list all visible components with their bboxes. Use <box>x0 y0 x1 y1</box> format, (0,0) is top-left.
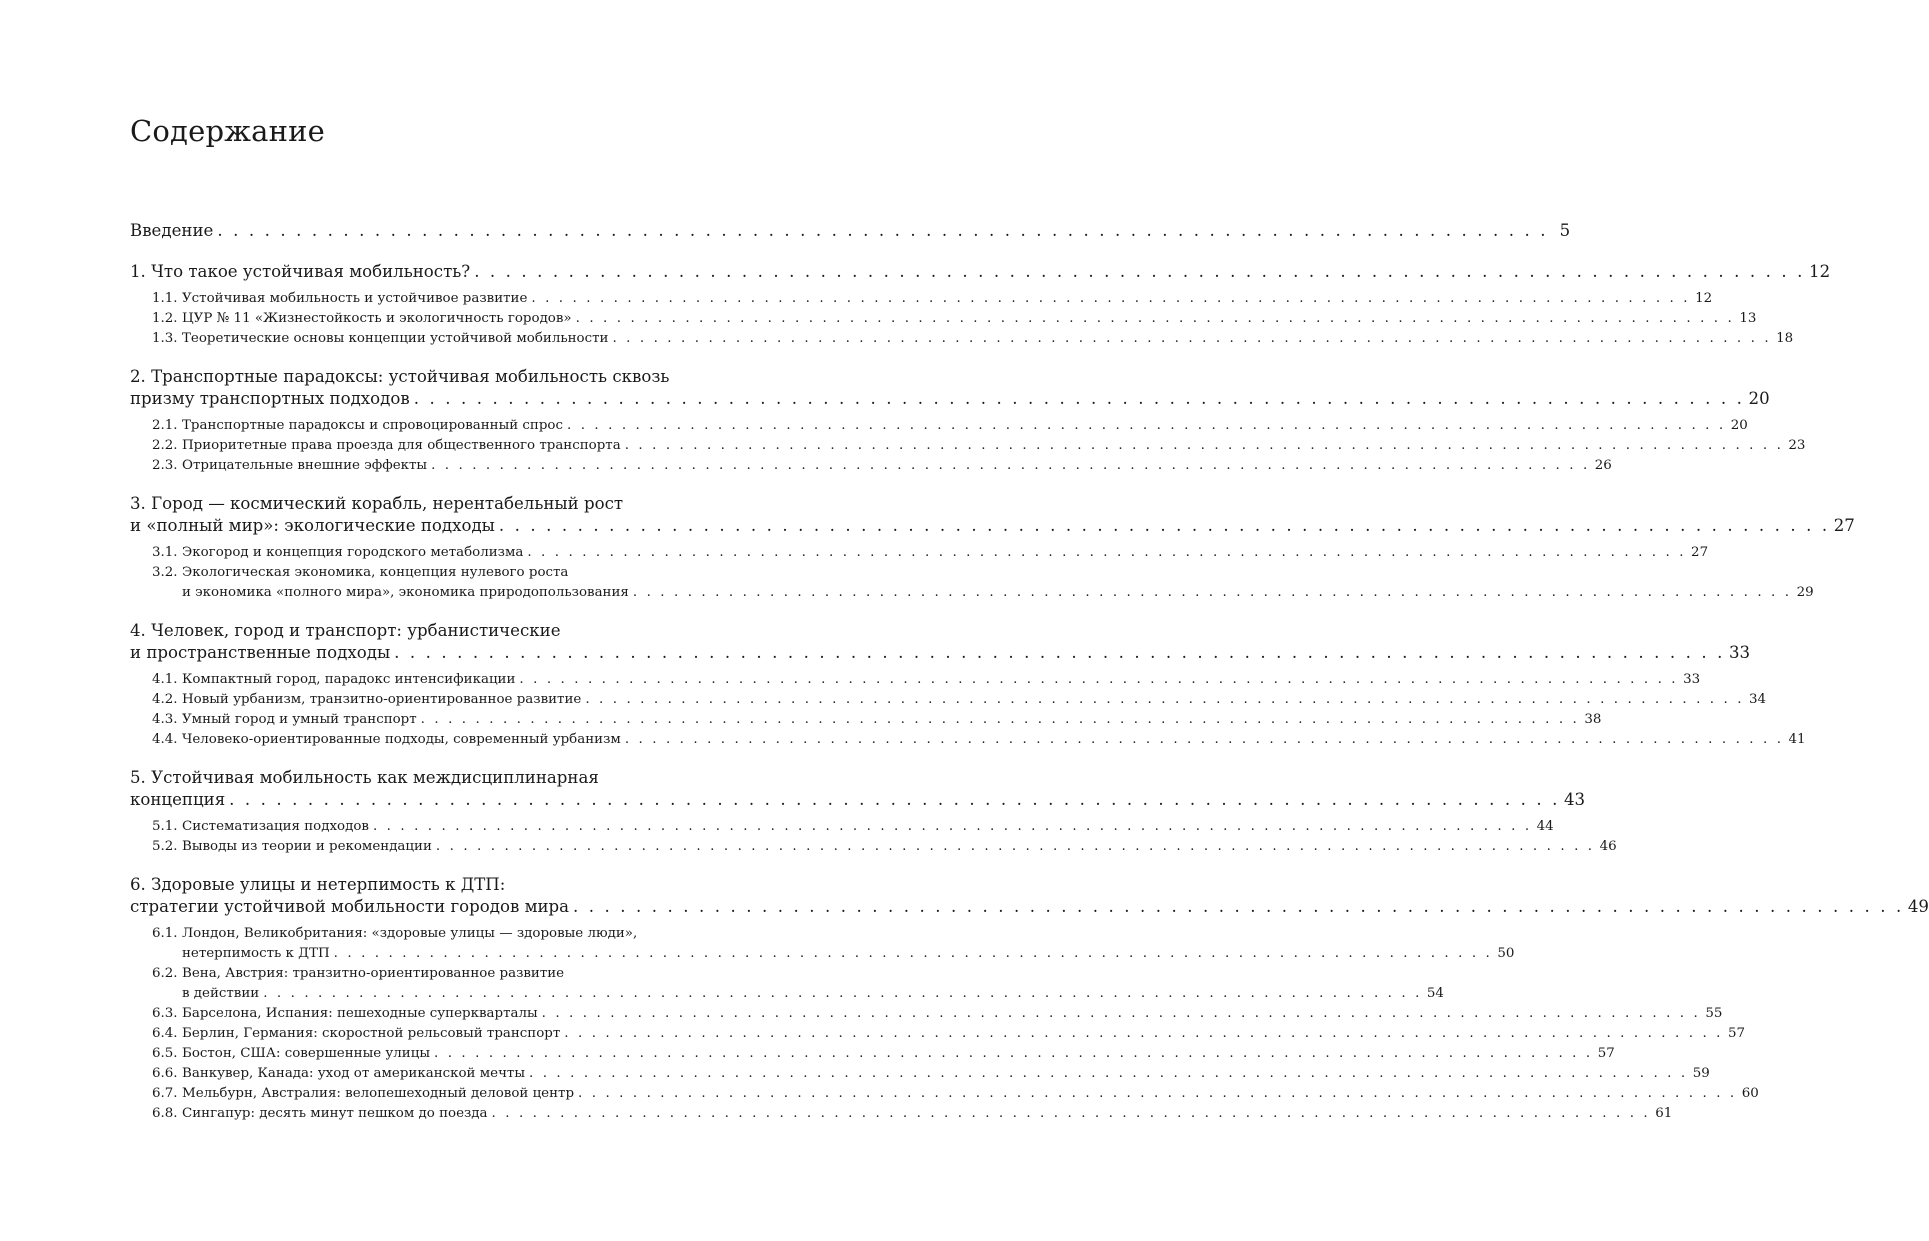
toc-section-line <box>130 563 718 583</box>
leader-dots <box>621 730 1788 750</box>
toc-section-page: 50 <box>1497 946 1515 961</box>
toc-section-line <box>130 289 1713 309</box>
toc-chapter-title: и пространственные подходы <box>130 643 391 662</box>
toc-section-title: Ванкувер, Канада: уход от американской мечты <box>182 1066 525 1081</box>
toc-chapter-title: концепция <box>130 790 226 809</box>
toc-section-page: 18 <box>1776 331 1794 346</box>
toc-chapter-page: 49 <box>1907 897 1929 916</box>
toc-section[interactable] <box>130 670 1701 690</box>
toc-chapter-title: 4. Человек, город и транспорт: урбанистические <box>130 621 561 640</box>
toc-section-line <box>130 436 1806 456</box>
toc-section[interactable] <box>130 837 1617 857</box>
toc-section-line <box>130 837 1617 857</box>
leader-dots <box>538 1004 1705 1024</box>
toc-chapter-line <box>130 261 1831 283</box>
toc-section-page: 20 <box>1730 418 1748 433</box>
leader-dots <box>569 896 1908 918</box>
toc-chapter-title: 5. Устойчивая мобильность как междисциплинарная <box>130 768 599 787</box>
toc-section[interactable] <box>130 436 1806 456</box>
spacer <box>130 857 718 874</box>
toc-section-line <box>130 329 1794 349</box>
toc-section[interactable] <box>130 924 1515 964</box>
toc-section-page: 57 <box>1597 1046 1615 1061</box>
toc-intro[interactable] <box>130 220 1571 242</box>
leader-dots <box>495 515 1834 537</box>
toc-section-number: 6.8. <box>152 1106 178 1121</box>
toc-section-line <box>130 456 1612 476</box>
toc-section-number: 6.6. <box>152 1066 178 1081</box>
toc-section-title: и экономика «полного мира», экономика природопользования <box>182 585 629 600</box>
toc-section-title: Теоретические основы концепции устойчивой мобильности <box>182 331 609 346</box>
toc-section-title: Берлин, Германия: скоростной рельсовый транспорт <box>182 1026 561 1041</box>
toc-section-title: Новый урбанизм, транзитно-ориентированное развитие <box>182 692 582 707</box>
toc-section-page: 54 <box>1426 986 1444 1001</box>
toc-section[interactable] <box>130 1004 1723 1024</box>
toc-section[interactable] <box>130 964 1444 1004</box>
toc-chapter-title: и «полный мир»: экологические подходы <box>130 516 495 535</box>
toc-section-page: 33 <box>1683 672 1701 687</box>
toc-section-line <box>130 416 1748 436</box>
toc-section[interactable] <box>130 1104 1673 1124</box>
toc-section[interactable] <box>130 1044 1615 1064</box>
toc-section-title: Умный город и умный транспорт <box>182 712 417 727</box>
toc-section-number: 6.3. <box>152 1006 178 1021</box>
toc-section-number: 4.3. <box>152 712 178 727</box>
toc-chapter-line <box>130 493 718 515</box>
toc-section-page: 61 <box>1655 1106 1673 1121</box>
toc-section-number: 1.2. <box>152 311 178 326</box>
toc-section-line <box>130 710 1602 730</box>
toc-section-line <box>130 984 1444 1004</box>
toc-chapter-page: 33 <box>1728 643 1751 662</box>
toc-section-page: 59 <box>1692 1066 1710 1081</box>
toc-section-page: 23 <box>1788 438 1806 453</box>
toc-section-title: Выводы из теории и рекомендации <box>182 839 432 854</box>
leader-dots <box>629 583 1796 603</box>
toc-section-line <box>130 1044 1615 1064</box>
toc-intro-page: 5 <box>1559 221 1571 240</box>
toc-section-page: 46 <box>1599 839 1617 854</box>
leader-dots <box>572 309 1739 329</box>
toc-section-number: 1.3. <box>152 331 178 346</box>
toc-chapter-title: 3. Город — космический корабль, нерентабельный рост <box>130 494 624 513</box>
toc-section[interactable] <box>130 309 1757 329</box>
toc-section-line <box>130 583 1814 603</box>
leader-dots <box>430 1044 1597 1064</box>
toc-section-page: 60 <box>1741 1086 1759 1101</box>
toc-section[interactable] <box>130 730 1806 750</box>
toc-section-page: 29 <box>1796 585 1814 600</box>
toc-section-title: Приоритетные права проезда для общественного транспорта <box>182 438 621 453</box>
spacer <box>130 476 718 493</box>
toc-section[interactable] <box>130 543 1709 563</box>
toc-section[interactable] <box>130 1024 1746 1044</box>
toc-section-line <box>130 924 718 944</box>
toc-section-line <box>130 309 1757 329</box>
toc-section[interactable] <box>130 416 1748 436</box>
toc-section-number: 5.1. <box>152 819 178 834</box>
toc-section-line <box>130 817 1554 837</box>
toc-section-number: 4.1. <box>152 672 178 687</box>
toc-chapter-title: 2. Транспортные парадоксы: устойчивая мобильность сквозь <box>130 367 670 386</box>
toc-section-line <box>130 1104 1673 1124</box>
toc-chapter-line <box>130 789 1586 811</box>
toc-section-line <box>130 1084 1759 1104</box>
toc-chapter-page: 43 <box>1564 790 1586 809</box>
toc-section[interactable] <box>130 1064 1710 1084</box>
toc-section-number: 6.1. <box>152 926 178 941</box>
leader-dots <box>330 944 1497 964</box>
leader-dots <box>470 261 1809 283</box>
toc-section-page: 57 <box>1727 1026 1746 1041</box>
toc-section-number: 3.2. <box>152 565 178 580</box>
toc-section-number: 4.4. <box>152 732 178 747</box>
spacer <box>130 242 718 261</box>
page-title: Содержание <box>130 114 326 148</box>
toc-section-line <box>130 730 1806 750</box>
toc-section-title: Систематизация подходов <box>182 819 369 834</box>
leader-dots <box>369 817 1536 837</box>
toc-section-number: 6.4. <box>152 1026 178 1041</box>
leader-dots <box>225 789 1564 811</box>
toc-chapter-title: стратегии устойчивой мобильности городов мира <box>130 897 570 916</box>
toc-section-title: Лондон, Великобритания: «здоровые улицы — здоровые люди», <box>182 926 638 941</box>
toc-section-title: Отрицательные внешние эффекты <box>182 458 428 473</box>
toc-chapter-line <box>130 388 1770 410</box>
toc-section-number: 5.2. <box>152 839 178 854</box>
toc-section[interactable] <box>130 456 1612 476</box>
toc-chapter[interactable] <box>130 366 1770 410</box>
toc-section-number: 6.5. <box>152 1046 178 1061</box>
toc-section-title: Барселона, Испания: пешеходные суперкварталы <box>182 1006 538 1021</box>
toc-section-title: Транспортные парадоксы и спровоцированный спрос <box>182 418 563 433</box>
toc-section-title: Экологическая экономика, концепция нулевого роста <box>182 565 569 580</box>
leader-dots <box>417 710 1584 730</box>
toc-section-title: нетерпимость к ДТП <box>182 946 330 961</box>
toc-section-title: Сингапур: десять минут пешком до поезда <box>182 1106 488 1121</box>
toc-section[interactable] <box>130 289 1713 309</box>
toc-chapter-line <box>130 642 1751 664</box>
leader-dots <box>574 1084 1741 1104</box>
toc-section[interactable] <box>130 1084 1759 1104</box>
leader-dots <box>608 329 1775 349</box>
leader-dots <box>427 456 1594 476</box>
toc-section-title: в действии <box>182 986 260 1001</box>
leader-dots <box>213 220 1552 242</box>
toc-section-number: 3.1. <box>152 545 178 560</box>
toc-section-line <box>130 1024 1746 1044</box>
leader-dots <box>390 642 1729 664</box>
table-of-contents <box>130 220 1929 1124</box>
toc-section-page: 38 <box>1584 712 1602 727</box>
toc-chapter-line <box>130 620 718 642</box>
toc-chapter[interactable] <box>130 261 1831 283</box>
toc-section-number: 1.1. <box>152 291 178 306</box>
toc-chapter-title: 1. Что такое устойчивая мобильность? <box>130 262 471 281</box>
spacer <box>130 750 718 767</box>
toc-section[interactable] <box>130 710 1602 730</box>
toc-chapter-page: 27 <box>1833 516 1855 535</box>
leader-dots <box>560 1024 1727 1044</box>
toc-chapter[interactable] <box>130 874 1929 918</box>
leader-dots <box>432 837 1599 857</box>
toc-section-title: Компактный город, парадокс интенсификации <box>182 672 516 687</box>
toc-chapter-title: призму транспортных подходов <box>130 389 410 408</box>
toc-chapter-page: 20 <box>1748 389 1770 408</box>
toc-chapter[interactable] <box>130 620 1751 664</box>
toc-chapter-title: 6. Здоровые улицы и нетерпимость к ДТП: <box>130 875 506 894</box>
toc-section-number: 4.2. <box>152 692 178 707</box>
toc-section-title: Мельбурн, Австралия: велопешеходный деловой центр <box>182 1086 575 1101</box>
toc-chapter-line <box>130 896 1929 918</box>
leader-dots <box>527 289 1694 309</box>
toc-section-page: 12 <box>1695 291 1713 306</box>
toc-section-line <box>130 690 1767 710</box>
toc-section-title: ЦУР № 11 «Жизнестойкость и экологичность городов» <box>182 311 572 326</box>
toc-section-line <box>130 1064 1710 1084</box>
toc-section-title: Бостон, США: совершенные улицы <box>182 1046 430 1061</box>
toc-section-number: 2.1. <box>152 418 178 433</box>
toc-section-number: 6.2. <box>152 966 178 981</box>
spacer <box>130 603 718 620</box>
toc-section-title: Человеко-ориентированные подходы, современный урбанизм <box>182 732 621 747</box>
toc-section-line <box>130 670 1701 690</box>
toc-chapter-line <box>130 366 718 388</box>
leader-dots <box>563 416 1730 436</box>
toc-section-page: 13 <box>1739 311 1757 326</box>
toc-section-line <box>130 543 1709 563</box>
toc-section[interactable] <box>130 329 1794 349</box>
toc-section[interactable] <box>130 690 1767 710</box>
leader-dots <box>515 670 1682 690</box>
toc-chapter[interactable] <box>130 767 1586 811</box>
leader-dots <box>525 1064 1692 1084</box>
toc-intro-label: Введение <box>130 221 214 240</box>
leader-dots <box>523 543 1690 563</box>
toc-chapter-line <box>130 767 718 789</box>
toc-section-title: Экогород и концепция городского метаболизма <box>182 545 524 560</box>
toc-section-title: Вена, Австрия: транзитно-ориентированное развитие <box>182 966 565 981</box>
spacer <box>130 349 718 366</box>
toc-chapter-line <box>130 874 718 896</box>
toc-section-number: 2.3. <box>152 458 178 473</box>
leader-dots <box>488 1104 1655 1124</box>
toc-section[interactable] <box>130 563 1814 603</box>
toc-chapter[interactable] <box>130 493 1855 537</box>
toc-section-title: Устойчивая мобильность и устойчивое развитие <box>182 291 528 306</box>
toc-section-line <box>130 944 1515 964</box>
toc-section-page: 34 <box>1749 692 1767 707</box>
toc-section[interactable] <box>130 817 1554 837</box>
toc-section-page: 26 <box>1594 458 1612 473</box>
leader-dots <box>259 984 1426 1004</box>
toc-chapter-line <box>130 515 1855 537</box>
toc-section-line <box>130 964 718 984</box>
leader-dots <box>410 388 1749 410</box>
toc-chapter-page: 12 <box>1809 262 1831 281</box>
toc-section-number: 2.2. <box>152 438 178 453</box>
leader-dots <box>621 436 1788 456</box>
leader-dots <box>581 690 1748 710</box>
toc-section-page: 55 <box>1705 1006 1723 1021</box>
toc-section-page: 44 <box>1536 819 1554 834</box>
toc-section-line <box>130 1004 1723 1024</box>
toc-section-page: 27 <box>1691 545 1709 560</box>
toc-section-page: 41 <box>1788 732 1806 747</box>
toc-section-number: 6.7. <box>152 1086 178 1101</box>
